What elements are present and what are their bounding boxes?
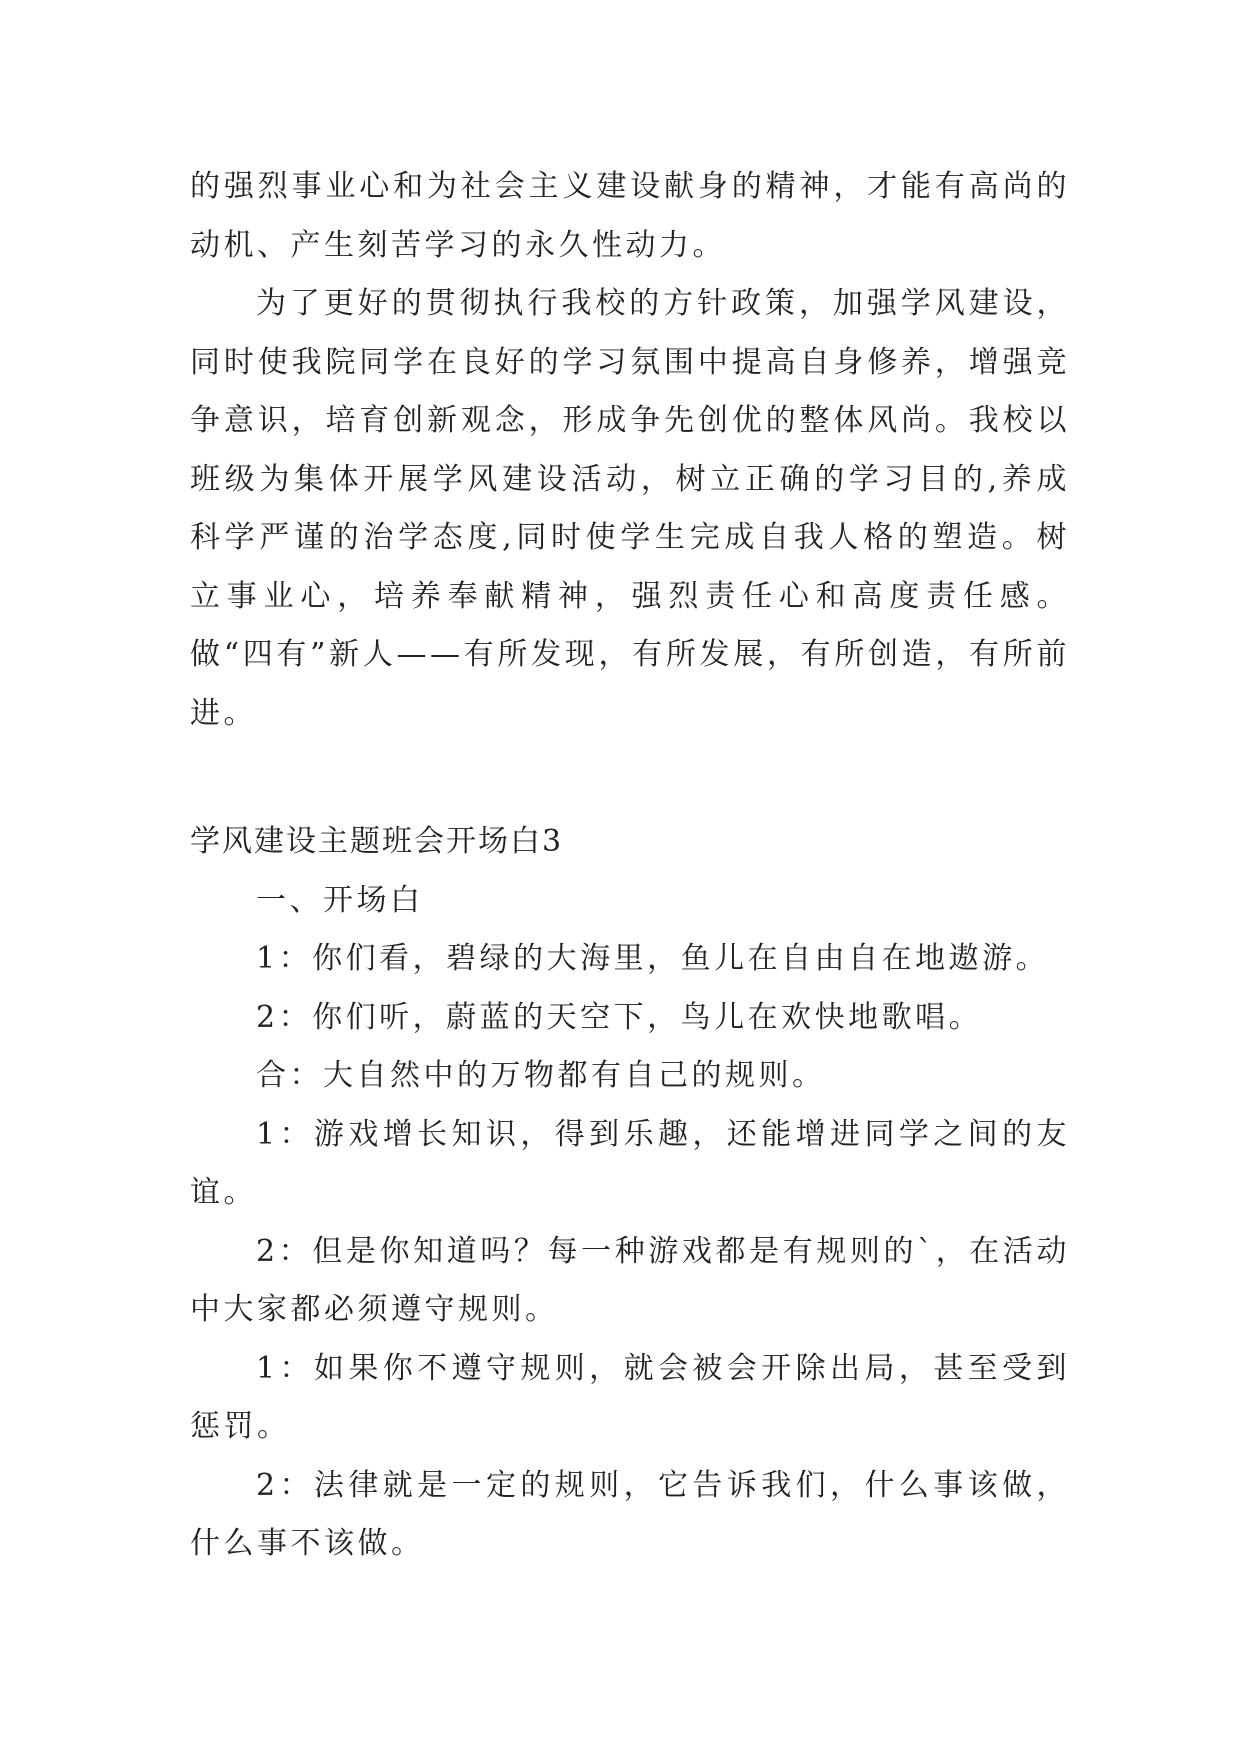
paragraph: 1：游戏增长知识，得到乐趣，还能增进同学之间的友谊。 bbox=[190, 1116, 1070, 1210]
document-body bbox=[190, 158, 1070, 1574]
paragraph: 2：法律就是一定的规则，它告诉我们，什么事该做，什么事不该做。 bbox=[190, 1467, 1070, 1561]
paragraph: 为了更好的贯彻执行我校的方针政策，加强学风建设，同时使我院同学在良好的学习氛围中提高自身修养，增强竞争意识，培育创新观念，形成争先创优的整体风尚。我校以班级为集体开展学风建设活动，树立正确的学习目的,养成科学严谨的治学态度,同时使学生完成自我人格的塑造。树立事业心，培养奉献精神，强烈责任心和高度责任感。做“四有”新人——有所发现，有所发展，有所创造，有所前进。 bbox=[190, 286, 1070, 731]
section-gap bbox=[190, 743, 1070, 813]
section-title: 学风建设主题班会开场白3 bbox=[190, 824, 564, 859]
paragraph: 合：大自然中的万物都有自己的规则。 bbox=[256, 1058, 826, 1093]
paragraph: 1：你们看，碧绿的大海里，鱼儿在自由自在地遨游。 bbox=[256, 941, 1050, 976]
paragraph: 一、开场白 bbox=[256, 882, 424, 918]
paragraph: 2：但是你知道吗？每一种游戏都是有规则的`，在活动中大家都必须遵守规则。 bbox=[190, 1233, 1070, 1327]
paragraph: 的强烈事业心和为社会主义建设献身的精神，才能有高尚的动机、产生刻苦学习的永久性动力。 bbox=[190, 169, 1070, 263]
paragraph: 2：你们听，蔚蓝的天空下，鸟儿在欢快地歌唱。 bbox=[256, 999, 983, 1035]
paragraph: 1：如果你不遵守规则，就会被会开除出局，甚至受到惩罚。 bbox=[190, 1350, 1070, 1444]
